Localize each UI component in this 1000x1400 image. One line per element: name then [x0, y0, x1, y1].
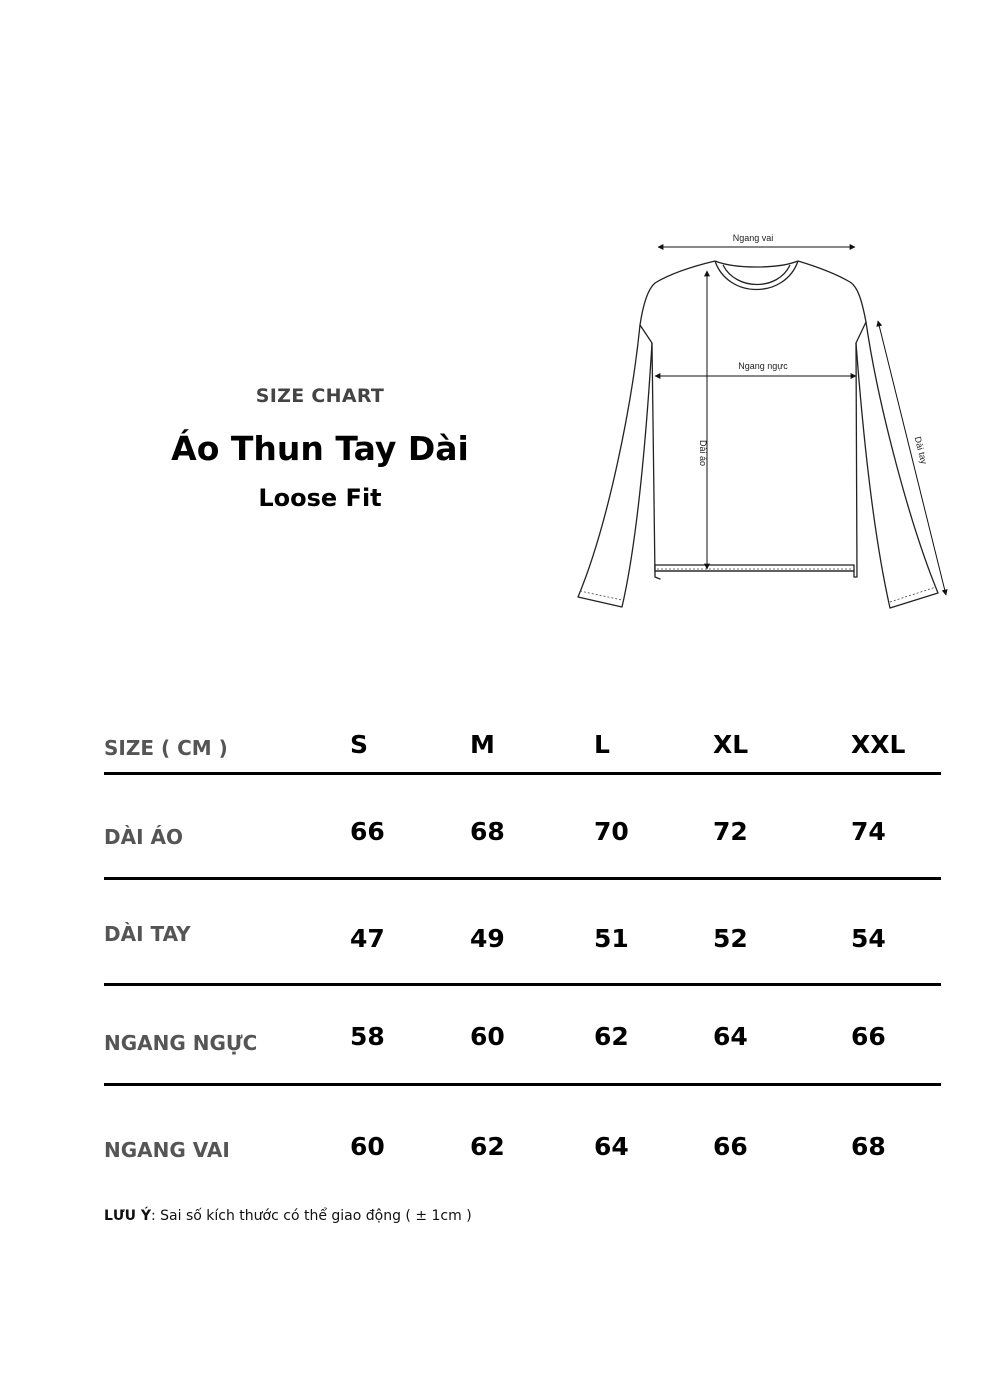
table-cell: 68	[470, 817, 505, 846]
row-label-body-length: DÀI ÁO	[104, 825, 183, 849]
table-cell: 66	[851, 1022, 886, 1051]
fit-subtitle: Loose Fit	[258, 484, 382, 512]
table-row	[104, 880, 941, 986]
size-unit-header: SIZE ( CM )	[104, 736, 228, 760]
table-cell: 49	[470, 924, 505, 953]
table-cell: 47	[350, 924, 385, 953]
table-cell: 66	[713, 1132, 748, 1161]
size-header-xl: XL	[713, 730, 749, 759]
tolerance-note	[104, 1208, 472, 1224]
heading-block	[140, 385, 500, 512]
table-cell: 58	[350, 1022, 385, 1051]
note-prefix: LƯU Ý	[104, 1208, 151, 1224]
table-cell: 66	[350, 817, 385, 846]
long-sleeve-shirt-icon	[560, 225, 960, 625]
table-cell: 64	[594, 1132, 629, 1161]
table-cell: 70	[594, 817, 629, 846]
table-cell: 62	[594, 1022, 629, 1051]
shoulder-width-label: Ngang vai	[732, 233, 774, 243]
table-cell: 74	[851, 817, 886, 846]
size-header-m: M	[470, 730, 495, 759]
table-cell: 62	[470, 1132, 505, 1161]
table-cell: 51	[594, 924, 629, 953]
shirt-measurement-diagram	[560, 225, 960, 625]
note-text: : Sai số kích thước có thể giao động ( ± 1cm )	[151, 1208, 472, 1224]
size-table	[104, 724, 941, 1186]
table-cell: 64	[713, 1022, 748, 1051]
body-length-label: Dài áo	[698, 439, 708, 467]
row-label-shoulder-width: NGANG VAI	[104, 1138, 230, 1162]
table-row	[104, 1086, 941, 1186]
row-label-chest-width: NGANG NGỰC	[104, 1031, 258, 1055]
sleeve-length-label: Dài tay	[912, 435, 930, 466]
size-chart-eyebrow: SIZE CHART	[255, 385, 385, 407]
size-header-xxl: XXL	[851, 730, 906, 759]
row-label-sleeve-length: DÀI TAY	[104, 922, 191, 946]
chest-width-label: Ngang ngực	[738, 361, 788, 371]
table-row	[104, 775, 941, 880]
table-cell: 72	[713, 817, 748, 846]
table-cell: 68	[851, 1132, 886, 1161]
size-header-l: L	[594, 730, 610, 759]
table-cell: 54	[851, 924, 886, 953]
table-cell: 60	[350, 1132, 385, 1161]
size-header-s: S	[350, 730, 369, 759]
table-cell: 60	[470, 1022, 505, 1051]
table-row	[104, 986, 941, 1086]
product-title: Áo Thun Tay Dài	[171, 429, 469, 468]
table-header-row	[104, 724, 941, 775]
table-cell: 52	[713, 924, 748, 953]
